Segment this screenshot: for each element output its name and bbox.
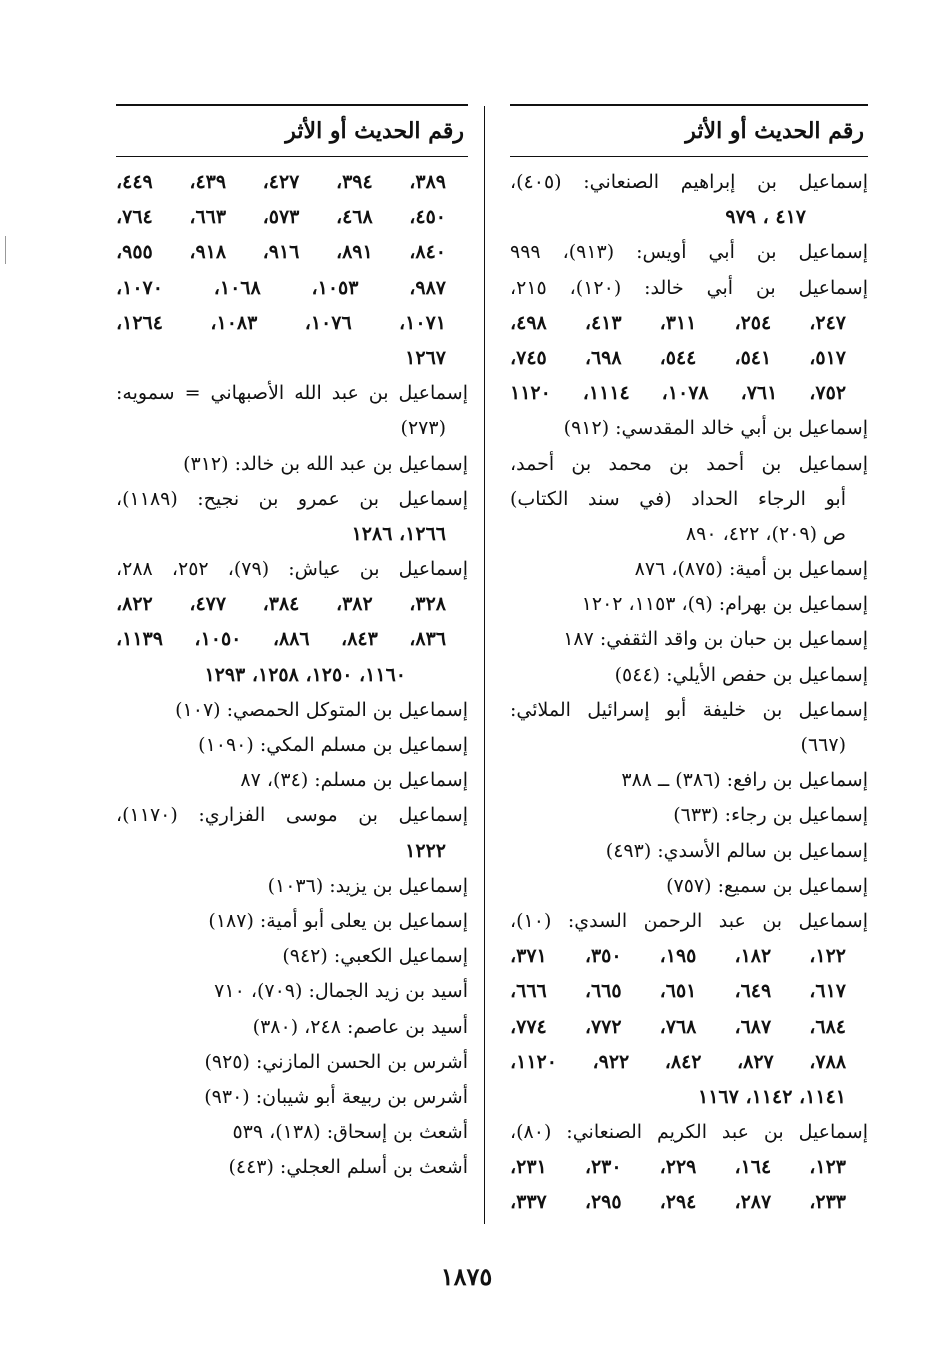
index-entry: إسماعيل بن عمرو بن نجيح: (١١٨٩)،: [116, 487, 468, 510]
column-divider: [484, 106, 485, 1224]
page-number: ١٨٧٥: [440, 1262, 493, 1291]
margin-mark: [5, 236, 6, 264]
index-entry-numbers: ٥١٧، ٥٤١، ٥٤٤، ٦٩٨، ٧٤٥،: [510, 346, 847, 369]
index-entry: إسماعيل بن مسلم: (٣٤)، ٨٧: [240, 769, 468, 792]
index-entry: إسماعيل بن مسلم المكي: (١٠٩٠): [198, 734, 468, 756]
index-entry-numbers: ١١٤١، ١١٤٢، ١١٦٧: [698, 1085, 846, 1108]
index-entry: إسماعيل بن إبراهيم الصنعاني: (٤٠٥)،: [510, 171, 868, 193]
index-entry-numbers: ٩٨٧، ١٠٥٣، ١٠٦٨، ١٠٧٠،: [116, 276, 447, 299]
index-entry-numbers: ١٢٢، ١٨٢، ١٩٥، ٣٥٠، ٣٧١،: [510, 945, 847, 968]
index-entry: إسماعيل بن سميع: (٧٥٧): [666, 874, 868, 897]
index-entry: إسماعيل بن عبد الرحمن السدي: (١٠)،: [510, 909, 868, 932]
index-entry-continuation: ص (٢٠٩)، ٤٢٢، ٨٩٠: [685, 522, 846, 545]
right-column: [510, 104, 868, 1221]
index-entry-numbers: ١٢٦٦، ١٢٨٦: [351, 522, 446, 545]
index-entry-numbers: ٤١٧ ، ٩٧٩: [725, 206, 806, 229]
left-column: [116, 104, 468, 1185]
index-entry-numbers: ١٢٢٢: [405, 839, 446, 862]
index-entry-continuation: (٢٧٣): [400, 417, 446, 440]
index-entry-numbers: ١٢٣، ١٦٤، ٢٢٩، ٢٣٠، ٢٣١،: [510, 1156, 847, 1179]
index-entry: أسيد بن زيد الجمال: (٧٠٩)، ٧١٠: [214, 980, 468, 1003]
index-entry: إسماعيل بن عبد الله بن خالد: (٣١٢): [183, 452, 468, 475]
index-entry-numbers: ١١٦٠، ١٢٥٠، ١٢٥٨، ١٢٩٣: [204, 663, 406, 686]
index-entry: أشرس بن ربيعة أبو شيبان: (٩٣٠): [204, 1085, 468, 1108]
index-entry-numbers: ٦١٧، ٦٤٩، ٦٥١، ٦٦٥، ٦٦٦،: [510, 980, 847, 1003]
index-entry: إسماعيل بن حفص الأيلي: (٥٤٤): [614, 663, 868, 686]
index-entry: إسماعيل بن يعلى أبو أمية: (١٨٧): [208, 909, 468, 932]
index-entry: أشعث بن إسحاق: (١٣٨)، ٥٣٩: [232, 1121, 468, 1144]
index-entry: إسماعيل بن المتوكل الحمصي: (١٠٧): [175, 698, 468, 721]
index-entry-numbers: ١٠٧١، ١٠٧٦، ١٠٨٣، ١٢٦٤،: [116, 311, 446, 334]
index-entry-numbers: ٨٤٠، ٨٩١، ٩١٦، ٩١٨، ٩٥٥،: [116, 241, 447, 264]
index-entry-numbers: ٧٥٢، ٧٦١، ١٠٧٨، ١١١٤، ١١٢٠: [510, 382, 847, 405]
index-entry-numbers: ٢٤٧، ٢٥٤، ٣١١، ٤١٣، ٤٩٨،: [510, 311, 847, 334]
index-entry-continuation: أبو الرجاء الحداد (في سند الكتاب): [510, 487, 846, 510]
index-entry-numbers: ٦٨٤، ٦٨٧، ٧٦٨، ٧٧٢، ٧٧٤،: [510, 1015, 847, 1038]
index-entry-numbers: ٢٣٣، ٢٨٧، ٢٩٤، ٢٩٥، ٣٣٧،: [510, 1191, 847, 1214]
index-entry: إسماعيل بن عياش: (٧٩)، ٢٥٢، ٢٨٨،: [116, 558, 468, 581]
index-entry-numbers: ٣٨٩، ٣٩٤، ٤٢٧، ٤٣٩، ٤٤٩،: [116, 171, 447, 193]
header-rule: [116, 156, 468, 157]
index-entry-numbers: ١٢٦٧: [405, 346, 446, 369]
index-entry-numbers: ٤٥٠، ٤٦٨، ٥٧٣، ٦٦٣، ٧٦٤،: [116, 206, 447, 229]
index-entry-numbers: ٣٢٨، ٣٨٢، ٣٨٤، ٤٧٧، ٨٢٢،: [116, 593, 447, 616]
index-entry: إسماعيل بن رجاء: (٦٣٣): [673, 804, 868, 827]
index-entry: إسماعيل بن أحمد بن محمد بن أحمد،: [510, 452, 868, 475]
index-entry: إسماعيل بن رافع: (٣٨٦) ــ ٣٨٨: [621, 769, 868, 792]
column-header: رقم الحديث أو الأثر: [685, 118, 864, 144]
index-entry: إسماعيل بن يزيد: (١٠٣٦): [267, 874, 468, 897]
column-header: رقم الحديث أو الأثر: [285, 118, 464, 144]
index-entry: إسماعيل بن أبي أويس: (٩١٣)، ٩٩٩: [510, 241, 868, 264]
index-entry-numbers: ٨٣٦، ٨٤٣، ٨٨٦، ١٠٥٠، ١١٣٩،: [116, 628, 447, 651]
index-entry: إسماعيل بن عبد الله الأصبهاني = سمويه:: [116, 382, 468, 405]
index-entry: أشرس بن الحسن المازني: (٩٢٥): [204, 1050, 468, 1073]
index-entry: إسماعيل بن عبد الكريم الصنعاني: (٨٠)،: [510, 1121, 868, 1144]
index-entry: إسماعيل الكعبي: (٩٤٢): [282, 945, 468, 968]
index-entry: أسيد بن عاصم: ٢٤٨، (٣٨٠): [252, 1015, 468, 1038]
index-entry: إسماعيل بن خليفة أبو إسرائيل الملائي:: [510, 698, 868, 721]
index-entry-numbers: ٧٨٨، ٨٢٧، ٨٤٢، ٩٢٢، ١١٢٠،: [510, 1050, 847, 1073]
index-entry: إسماعيل بن أمية: (٨٧٥)، ٨٧٦: [634, 558, 868, 581]
index-entry: إسماعيل بن أبي خالد المقدسي: (٩١٢): [563, 417, 868, 440]
index-entry: إسماعيل بن بهرام: (٩)، ١١٥٣، ١٢٠٢: [581, 593, 868, 616]
index-entry: إسماعيل بن سالم الأسدي: (٤٩٣): [605, 839, 868, 862]
index-entry: إسماعيل بن موسى الفزاري: (١١٧٠)،: [116, 804, 468, 827]
index-entry-continuation: (٦٦٧): [800, 734, 846, 756]
index-entry: أشعث بن أسلم العجلي: (٤٤٣): [228, 1156, 468, 1179]
index-entry: إسماعيل بن حبان بن واقد الثقفي: ١٨٧: [563, 628, 868, 651]
header-rule: [510, 156, 868, 157]
index-entry: إسماعيل بن أبي خالد: (١٢٠)، ٢١٥،: [510, 276, 868, 299]
